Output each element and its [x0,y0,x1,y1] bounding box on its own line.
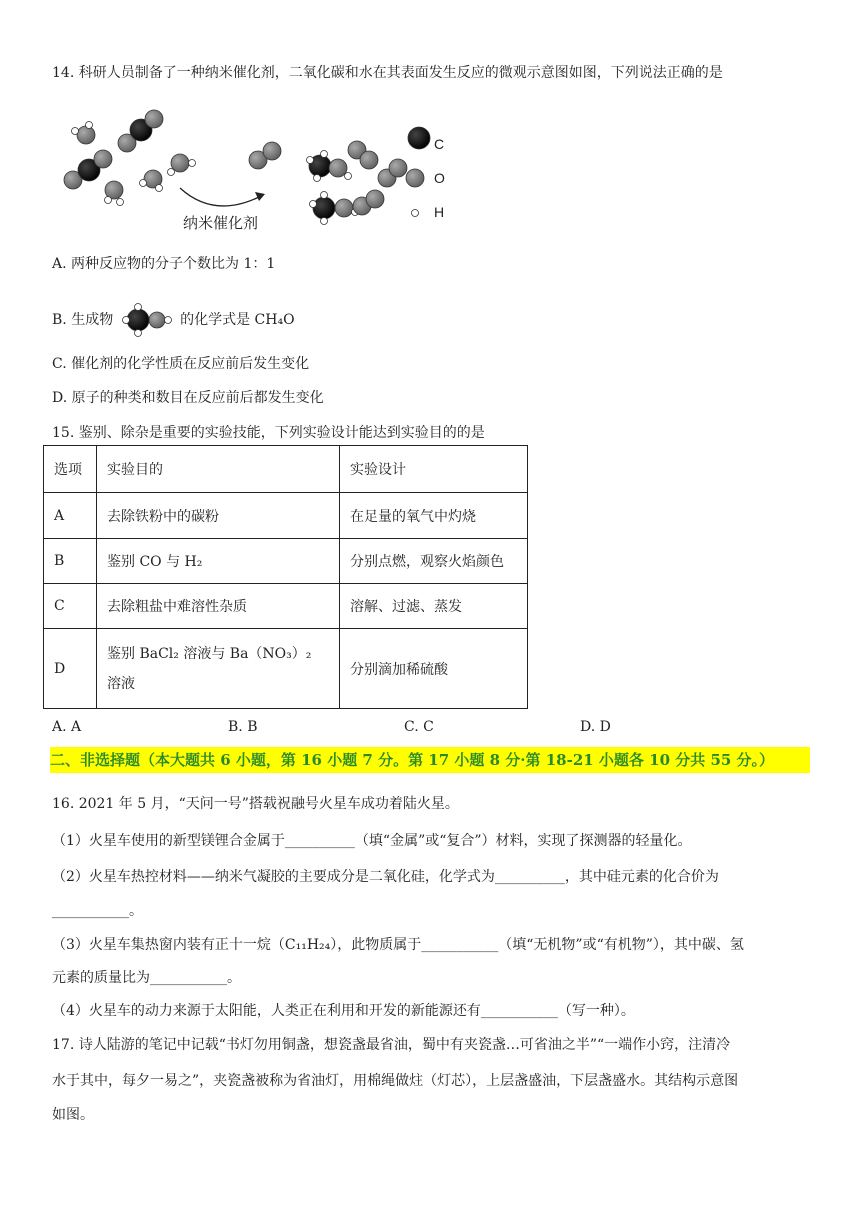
methanol-molecule [310,192,359,225]
q16-part-1: （1）火星车使用的新型镁锂合金属于__________（填“金属”或“复合”）材料，实现了探测器的轻量化。 [52,833,692,849]
q14-stem: 14. 科研人员制备了一种纳米催化剂，二氧化碳和水在其表面发生反应的微观示意图如图，下列说法正确的是 [52,65,723,81]
methanol-molecule [307,151,352,182]
q15-answer-c: C. C [404,719,434,735]
table-header-row [44,446,528,493]
table-cell: 分别点燃，观察火焰颜色 [340,539,528,584]
table-cell: D [44,629,97,709]
table-header-cell: 实验设计 [340,446,528,493]
q16-stem: 16. 2021 年 5 月，“天问一号”搭载祝融号火星车成功着陆火星。 [52,796,459,812]
co2-molecule [118,110,163,152]
o2-molecule [348,141,378,169]
water-molecule [168,154,196,176]
table-cell: C [44,584,97,629]
q17-text-line-1: 17. 诗人陆游的笔记中记载“书灯勿用铜盏，想瓷盏最省油，蜀中有夹瓷盏…可省油之半”“一端作小窍，注清冷 [52,1037,731,1053]
q16-part-3: （3）火星车集热窗内装有正十一烷（C₁₁H₂₄），此物质属于___________（填“无机物”或“有机物”），其中碳、氢 [52,937,744,953]
q17-text-line-2: 水于其中，每夕一易之”，夹瓷盏被称为省油灯，用棉绳做炷（灯芯），上层盏盛油，下层盏盛水。其结构示意图 [52,1073,739,1089]
q16-part-2-cont: ___________。 [52,903,143,919]
water-molecule [140,170,163,192]
table-cell: 鉴别 BaCl₂ 溶液与 Ba（NO₃）₂ 溶液 [97,629,340,709]
q14-option-d: D. 原子的种类和数目在反应前后都发生变化 [52,390,324,406]
q14-option-b-prefix: B. 生成物 [52,312,114,328]
reaction-diagram [55,108,455,238]
reaction-arrow [180,188,263,206]
o2-molecule [378,159,407,187]
table-cell: 分别滴加稀硫酸 [340,629,528,709]
q17-text-line-3: 如图。 [52,1107,94,1123]
table-row [44,584,528,629]
q14-option-a: A. 两种反应物的分子个数比为 1：1 [52,256,276,272]
table-row [44,493,528,539]
table-cell: 去除铁粉中的碳粉 [97,493,340,539]
table-row [44,629,528,709]
methanol-molecule-icon [120,302,174,338]
legend-label-h: H [434,204,445,220]
q15-answer-b: B. B [228,719,258,735]
q16-part-3-cont: 元素的质量比为___________。 [52,970,241,986]
table-cell: 在足量的氧气中灼烧 [340,493,528,539]
catalyst-label: 纳米催化剂 [183,215,259,232]
q14-option-c: C. 催化剂的化学性质在反应前后发生变化 [52,356,310,372]
table-cell: 去除粗盐中难溶性杂质 [97,584,340,629]
q14-option-b [52,302,295,338]
q16-part-4: （4）火星车的动力来源于太阳能，人类正在利用和开发的新能源还有___________（写一种）。 [52,1003,635,1019]
q15-answer-d: D. D [580,719,611,735]
table-cell: B [44,539,97,584]
o2-molecule [353,190,384,215]
legend-carbon [408,127,430,149]
water-molecule [72,122,96,145]
table-header-cell: 选项 [44,446,97,493]
q15-stem: 15. 鉴别、除杂是重要的实验技能，下列实验设计能达到实验目的的是 [52,425,485,441]
q15-answer-a: A. A [52,719,82,735]
legend-label-c: C [434,136,445,152]
table-cell: A [44,493,97,539]
q15-table [43,445,528,709]
legend-oxygen [406,169,424,187]
table-row [44,539,528,584]
o2-molecule [249,142,281,169]
table-cell: 鉴别 CO 与 H₂ [97,539,340,584]
water-molecule [105,181,124,206]
co2-molecule [64,150,112,189]
legend-label-o: O [434,170,445,186]
legend-hydrogen [412,210,419,217]
table-header-cell: 实验目的 [97,446,340,493]
q16-part-2: （2）火星车热控材料——纳米气凝胶的主要成分是二氧化硅，化学式为__________，其中硅元素的化合价为 [52,869,719,885]
section-heading: 二、非选择题（本大题共 6 小题，第 16 小题 7 分。第 17 小题 8 分·第 18-21 小题各 10 分共 55 分。） [50,747,810,773]
q14-option-b-suffix: 的化学式是 CH₄O [180,312,295,328]
table-cell: 溶解、过滤、蒸发 [340,584,528,629]
